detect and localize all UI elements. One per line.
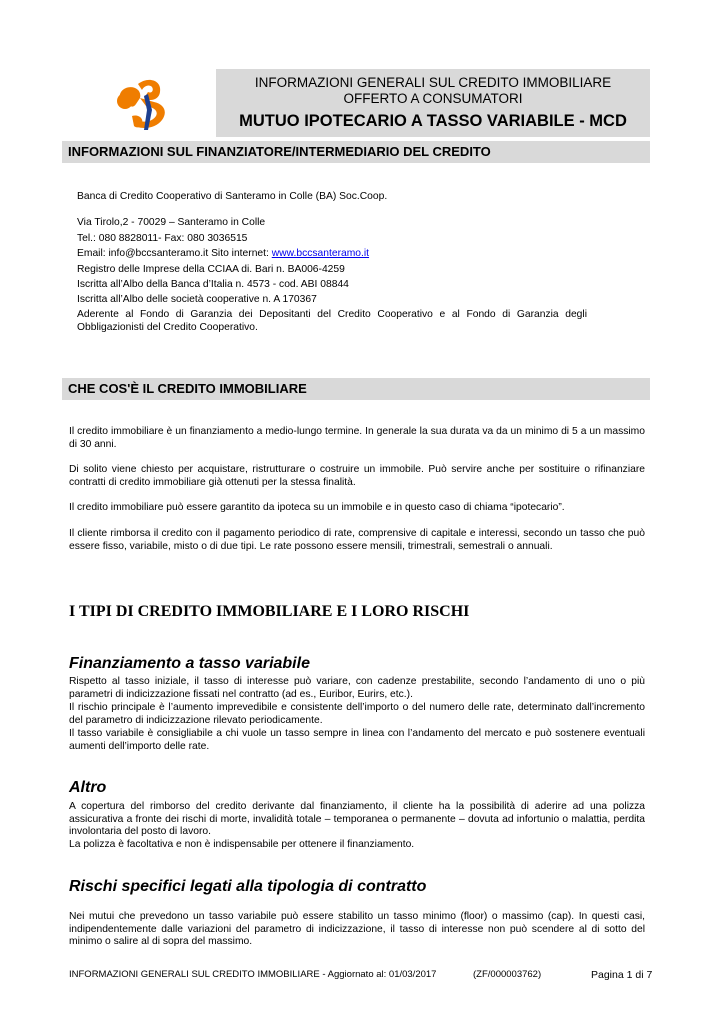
risks-title: I TIPI DI CREDITO IMMOBILIARE E I LORO RISCHI — [69, 603, 470, 620]
bank-address: Via Tirolo,2 - 70029 – Santeramo in Colle — [77, 217, 266, 228]
section-heading-definition: CHE COS'È IL CREDITO IMMOBILIARE — [62, 378, 650, 400]
other-paragraph-2: La polizza è facoltativa e non è indispensabile per ottenere il finanziamento. — [69, 839, 415, 850]
bank-name: Banca di Credito Cooperativo di Santeramo in Colle (BA) Soc.Coop. — [77, 191, 388, 202]
specific-risks-paragraph: Nei mutui che prevedono un tasso variabile può essere stabilito un tasso minimo (floor) o massimo (cap). In questi casi, indipendentemente dalle variazioni del parametro di indicizzazione, il tasso di interesse non può scendere al di sotto del minimo o salire al di sopra del massimo. — [69, 911, 645, 948]
registro-imprese: Registro delle Imprese della CCIAA di. Bari n. BA006-4259 — [77, 264, 345, 275]
subheading-variable-rate: Finanziamento a tasso variabile — [69, 655, 310, 672]
variable-rate-paragraph-3: Il tasso variabile è consigliabile a chi vuole un tasso sempre in linea con l’andamento del mercato e può sostenere eventuali aumenti dell’importo delle rate. — [69, 728, 645, 752]
definition-paragraph-4: Il cliente rimborsa il credito con il pagamento periodico di rate, comprensive di capitale e interessi, secondo un tasso che può essere fisso, variabile, misto o di due tipi. Le rate possono essere mensili, trimestrali, semestrali o annuali. — [69, 528, 645, 552]
section-heading-lender: INFORMAZIONI SUL FINANZIATORE/INTERMEDIARIO DEL CREDITO — [62, 141, 650, 163]
footer-code: (ZF/000003762) — [473, 969, 542, 980]
bank-logo — [114, 76, 174, 134]
footer-info: INFORMAZIONI GENERALI SUL CREDITO IMMOBILIARE - Aggiornato al: 01/03/2017 — [69, 969, 437, 980]
other-paragraph-1: A copertura del rimborso del credito derivante dal finanziamento, il cliente ha la possibilità di aderire ad una polizza assicurativa a fronte dei rischi di morte, invalidità totale – temporanea o permanente – dovuta ad infortunio o malattia, perdita involontaria del posto di lavoro. — [69, 801, 645, 838]
header-line-2: OFFERTO A CONSUMATORI — [343, 91, 523, 106]
variable-rate-paragraph-1: Rispetto al tasso iniziale, il tasso di interesse può variare, con cadenze prestabilite, secondo l’andamento di uno o più parametri di indicizzazione fissati nel contratto (ad es., Euribor, Eurirs, etc.). — [69, 676, 645, 700]
definition-paragraph-2: Di solito viene chiesto per acquistare, ristrutturare o costruire un immobile. Può servire anche per sostituire o rifinanziare contratti di credito immobiliare già ottenuti per la stessa finalità. — [69, 464, 645, 488]
header-line-1: INFORMAZIONI GENERALI SUL CREDITO IMMOBILIARE — [254, 75, 612, 90]
document-header — [216, 69, 650, 137]
fondo-garanzia: Aderente al Fondo di Garanzia dei Depositanti del Credito Cooperativo e al Fondo di Garanzia degli Obbligazionisti del Credito Cooperativo. — [77, 309, 587, 333]
page-number: Pagina 1 di 7 — [591, 969, 653, 981]
definition-paragraph-3: Il credito immobiliare può essere garantito da ipoteca su un immobile e in questo caso di chiama “ipotecario”. — [69, 502, 565, 513]
website-link[interactable]: www.bccsanteramo.it — [271, 248, 370, 259]
variable-rate-paragraph-2: Il rischio principale è l’aumento imprevedibile e consistente dell’importo o del numero delle rate, determinato dall’incremento del parametro di indicizzazione rilevato periodicamente. — [69, 702, 645, 726]
subheading-other: Altro — [69, 779, 107, 796]
albo-banca: Iscritta all’Albo della Banca d’Italia n. 4573 - cod. ABI 08844 — [77, 279, 349, 290]
bank-contacts — [77, 248, 369, 261]
definition-paragraph-1: Il credito immobiliare è un finanziamento a medio-lungo termine. In generale la sua durata va da un minimo di 5 a un massimo di 30 anni. — [69, 426, 645, 450]
bank-phone: Tel.: 080 8828011- Fax: 080 3036515 — [77, 233, 248, 244]
subheading-specific-risks: Rischi specifici legati alla tipologia di contratto — [69, 878, 427, 895]
document-title: MUTUO IPOTECARIO A TASSO VARIABILE - MCD — [239, 112, 627, 130]
albo-cooperative: Iscritta all’Albo delle società cooperative n. A 170367 — [77, 294, 317, 305]
email-label: Email: info@bccsanteramo.it Sito internet: — [77, 248, 272, 259]
